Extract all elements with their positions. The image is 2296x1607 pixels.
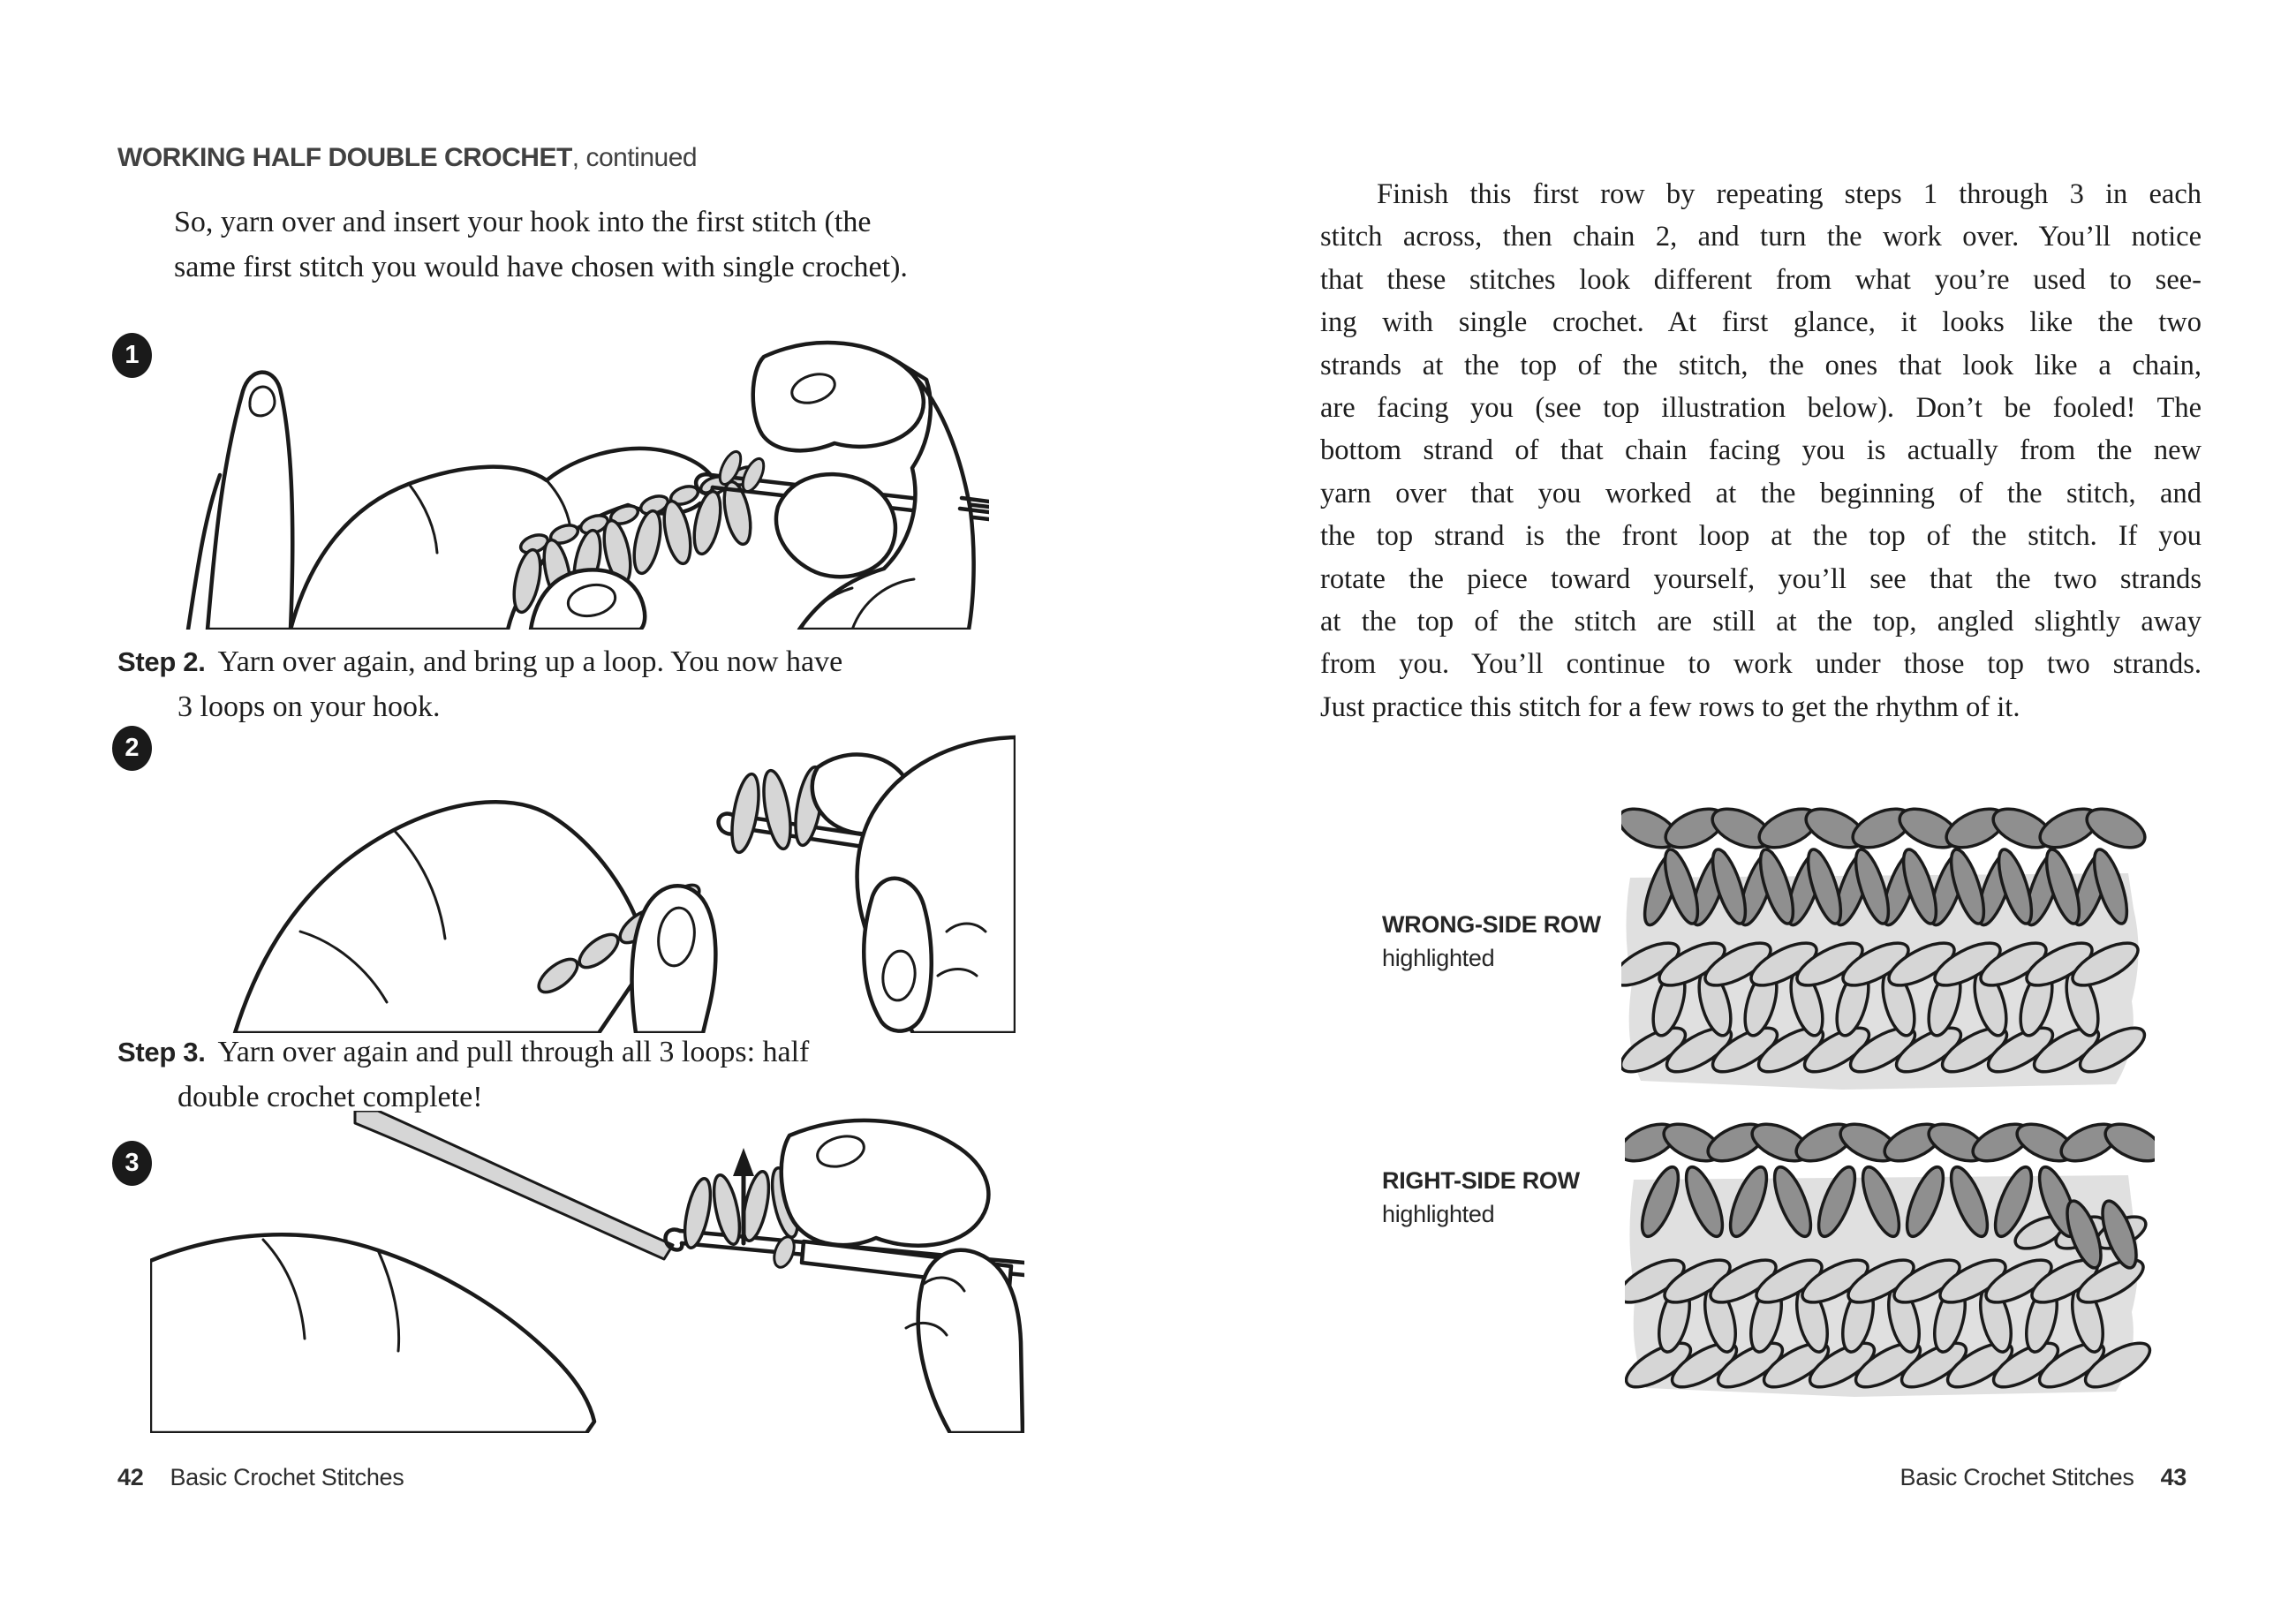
- left-footer-label: Basic Crochet Stitches: [170, 1464, 404, 1490]
- paragraph-line: bottom strand of that chain facing you is actually from the new: [1320, 434, 2202, 467]
- step-3-illustration: [150, 1111, 1024, 1433]
- step-2-number: 2: [125, 734, 140, 762]
- paragraph-line: strands at the top of the stitch, the ones that look like a chain,: [1320, 349, 2202, 381]
- right-side-row-label: RIGHT-SIDE ROW: [1382, 1167, 1580, 1194]
- right-footer-label: Basic Crochet Stitches: [1899, 1464, 2134, 1490]
- intro-line: So, yarn over and insert your hook into the first stitch (the: [174, 206, 872, 238]
- step-1-illustration: [181, 325, 989, 630]
- paragraph-line: are facing you (see top illustration below). Don’t be fooled! The: [1320, 391, 2202, 424]
- step-2-illustration: [177, 711, 1016, 1033]
- paragraph-line: ing with single crochet. At first glance, it looks like the two: [1320, 306, 2202, 339]
- paragraph-line: at the top of the stitch are still at the top, angled slightly away: [1320, 605, 2202, 638]
- step-2-badge: [112, 726, 152, 771]
- step-1-number: 1: [125, 341, 140, 369]
- intro-line: same first stitch you would have chosen with single crochet).: [174, 251, 908, 283]
- paragraph-line: that these stitches look different from what you’re used to see-: [1320, 263, 2202, 296]
- right-page-number: 43: [2160, 1464, 2186, 1490]
- right-side-row-caption: [1382, 1164, 1580, 1231]
- running-header-title: WORKING HALF DOUBLE CROCHET: [117, 143, 572, 172]
- wrong-side-swatch-illustration: [1621, 781, 2155, 1095]
- step-2-label: Step 2.: [117, 646, 206, 677]
- paragraph-line: Just practice this stitch for a few rows to get the rhythm of it.: [1320, 690, 2020, 723]
- paragraph-line: from you. You’ll continue to work under those top two strands.: [1320, 648, 2202, 681]
- paragraph-line: Finish this first row by repeating steps 1 through 3 in each: [1377, 178, 2202, 210]
- step-3-line: double crochet complete!: [177, 1081, 483, 1113]
- left-page-number: 42: [117, 1464, 144, 1490]
- step-3-line: Yarn over again and pull through all 3 loops: half: [217, 1036, 810, 1068]
- running-header: [117, 143, 697, 173]
- step-3-badge: [112, 1141, 152, 1186]
- step-3-number: 3: [125, 1149, 140, 1177]
- body-paragraph: [1320, 173, 2202, 728]
- paragraph-line: yarn over that you worked at the beginning of the stitch, and: [1320, 477, 2202, 509]
- wrong-side-row-label: WRONG-SIDE ROW: [1382, 911, 1601, 938]
- paragraph-line: stitch across, then chain 2, and turn the work over. You’ll notice: [1320, 221, 2202, 253]
- right-page-footer: [1900, 1464, 2186, 1491]
- step-2-line: 3 loops on your hook.: [177, 690, 441, 723]
- step-1-badge: [112, 333, 152, 378]
- step-2-line: Yarn over again, and bring up a loop. You now have: [217, 645, 843, 678]
- right-side-swatch-illustration: [1625, 1100, 2155, 1400]
- running-header-suffix: , continued: [571, 143, 698, 172]
- intro-paragraph: [174, 200, 1022, 290]
- right-side-row-sublabel: highlighted: [1382, 1201, 1495, 1227]
- paragraph-line: rotate the piece toward yourself, you’ll see that the two strands: [1320, 562, 2202, 595]
- wrong-side-row-caption: [1382, 908, 1601, 975]
- left-page-footer: [117, 1464, 404, 1491]
- step-3-label: Step 3.: [117, 1037, 206, 1068]
- step-3-text: [117, 1030, 809, 1120]
- paragraph-line: the top strand is the front loop at the top of the stitch. If you: [1320, 520, 2202, 553]
- wrong-side-row-sublabel: highlighted: [1382, 945, 1495, 971]
